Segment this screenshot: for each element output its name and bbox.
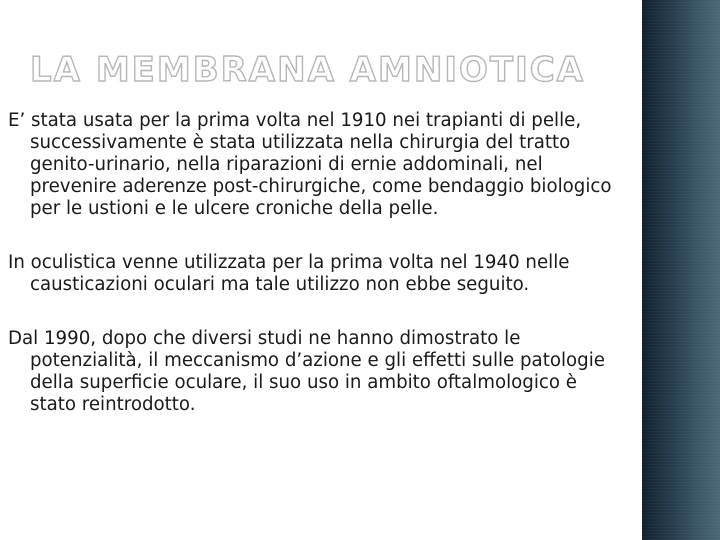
decorative-side-band bbox=[642, 0, 720, 540]
paragraph-reintroduction-1990: Dal 1990, dopo che diversi studi ne hanno dimostrato le potenzialità, il meccanismo d’azione e gli effetti sulle patologie della superficie oculare, il suo uso in ambito oftalmologico è stato reintrodotto. bbox=[8, 328, 605, 415]
slide-body bbox=[8, 110, 628, 416]
paragraph-ophthalmology-1940: In oculistica venne utilizzata per la prima volta nel 1940 nelle causticazioni oculari ma tale utilizzo non ebbe seguito. bbox=[8, 252, 570, 295]
paragraph-history: E’ stata usata per la prima volta nel 1910 nei trapianti di pelle, successivamente è stata utilizzata nella chirurgia del tratto genito-urinario, nella riparazioni di ernie addominali, nel prevenire aderenze post-chirurgiche, come bendaggio biologico per le ustioni e le ulcere croniche della pelle. bbox=[8, 110, 612, 219]
slide-title: LA MEMBRANA AMNIOTICA bbox=[30, 50, 585, 90]
